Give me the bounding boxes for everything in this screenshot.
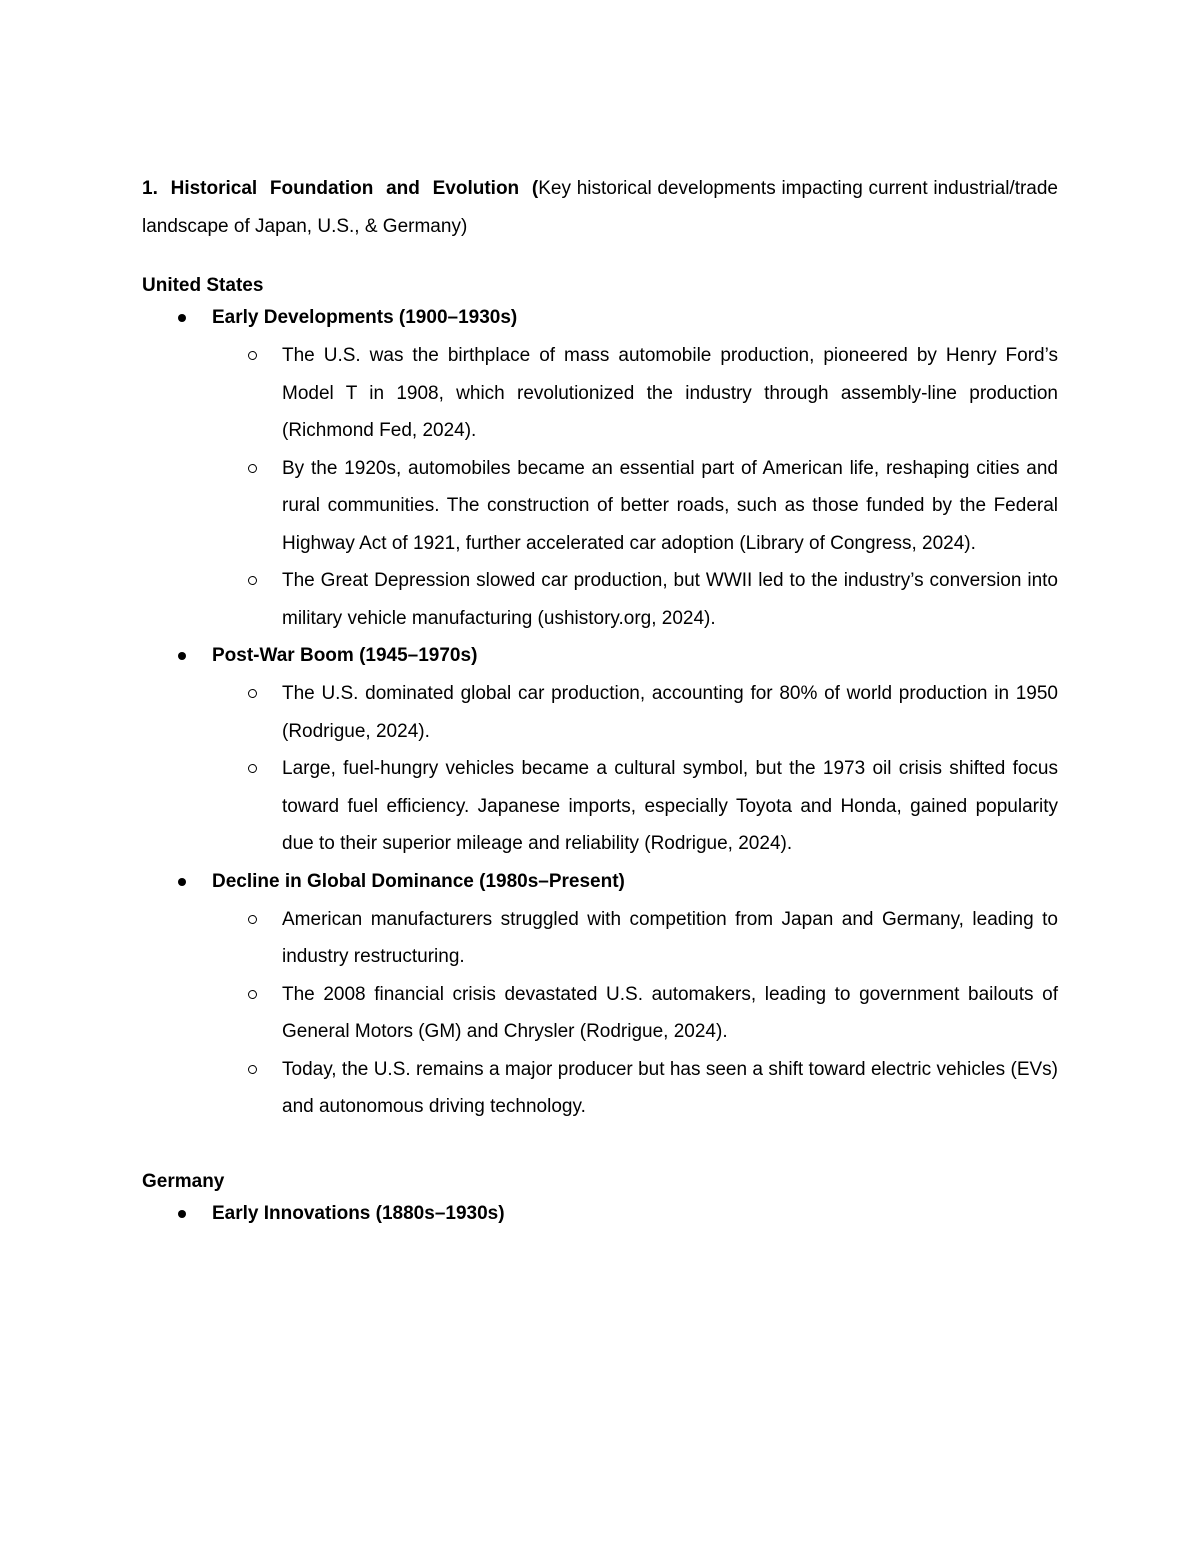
circle-bullet-icon	[248, 1065, 257, 1074]
heading-number: 1.	[142, 178, 158, 199]
list-item-heading: Early Developments (1900–1930s)	[212, 307, 518, 328]
bullet-icon	[178, 314, 186, 322]
list-item	[142, 1195, 1058, 1233]
circle-bullet-icon	[248, 915, 257, 924]
sub-list-text: The U.S. dominated global car production, accounting for 80% of world production in 1950 (Rodrigue, 2024).	[282, 683, 1058, 742]
list-item-heading: Post-War Boom (1945–1970s)	[212, 645, 478, 666]
sub-list-item	[212, 1051, 1058, 1126]
sub-list-item	[212, 337, 1058, 450]
sub-list-item	[212, 750, 1058, 863]
united-states-list	[142, 299, 1058, 1126]
heading-description: Key historical developments impacting current industrial/trade landscape of Japan, U.S., & Germany)	[142, 178, 1059, 237]
sub-list-text: The 2008 financial crisis devastated U.S. automakers, leading to government bailouts of General Motors (GM) and Chrysler (Rodrigue, 2024).	[282, 983, 1058, 1042]
heading-title: Historical Foundation and Evolution	[170, 178, 520, 199]
circle-bullet-icon	[248, 764, 257, 773]
circle-bullet-icon	[248, 351, 257, 360]
bullet-icon	[178, 878, 186, 886]
document-body	[142, 170, 1058, 1233]
sub-list	[212, 901, 1058, 1126]
sub-list-text: Large, fuel-hungry vehicles became a cultural symbol, but the 1973 oil crisis shifted focus toward fuel efficiency. Japanese imports, especially Toyota and Honda, gained popularity due to their superior mileage and reliability (Rodrigue, 2024).	[282, 758, 1058, 854]
germany-list	[142, 1195, 1058, 1233]
sub-list-item	[212, 901, 1058, 976]
list-item	[142, 863, 1058, 1126]
bullet-icon	[178, 652, 186, 660]
list-item	[142, 637, 1058, 863]
sub-list-item	[212, 562, 1058, 637]
sub-list-text: By the 1920s, automobiles became an essential part of American life, reshaping cities and rural communities. The construction of better roads, such as those funded by the Federal Highway Act of 1921, further accelerated car adoption (Library of Congress, 2024).	[282, 457, 1058, 554]
section-title-united-states: United States	[142, 275, 264, 296]
sub-list-text: Today, the U.S. remains a major producer but has seen a shift toward electric vehicles (EVs) and autonomous driving technology.	[282, 1058, 1058, 1117]
circle-bullet-icon	[248, 689, 257, 698]
list-item-heading: Decline in Global Dominance (1980s–Present)	[212, 870, 625, 892]
list-item-heading: Early Innovations (1880s–1930s)	[212, 1202, 505, 1224]
sub-list-text: American manufacturers struggled with competition from Japan and Germany, leading to industry restructuring.	[282, 908, 1058, 967]
sub-list	[212, 337, 1058, 637]
bullet-icon	[178, 1210, 186, 1218]
circle-bullet-icon	[248, 464, 257, 473]
sub-list-item	[212, 675, 1058, 750]
list-item	[142, 299, 1058, 637]
sub-list-item	[212, 450, 1058, 563]
section-title-germany: Germany	[142, 1170, 225, 1192]
section-heading-paragraph	[142, 170, 1058, 246]
sub-list-text: The Great Depression slowed car production, but WWII led to the industry’s conversion into military vehicle manufacturing (ushistory.org, 2024).	[282, 570, 1058, 629]
circle-bullet-icon	[248, 576, 257, 585]
circle-bullet-icon	[248, 990, 257, 999]
sub-list-text: The U.S. was the birthplace of mass automobile production, pioneered by Henry Ford’s Model T in 1908, which revolutionized the industry through assembly-line production (Richmond Fed, 2024).	[282, 345, 1058, 441]
sub-list-item	[212, 976, 1058, 1051]
heading-open-paren: (	[531, 178, 539, 199]
sub-list	[212, 675, 1058, 863]
heading-lead	[142, 178, 538, 199]
